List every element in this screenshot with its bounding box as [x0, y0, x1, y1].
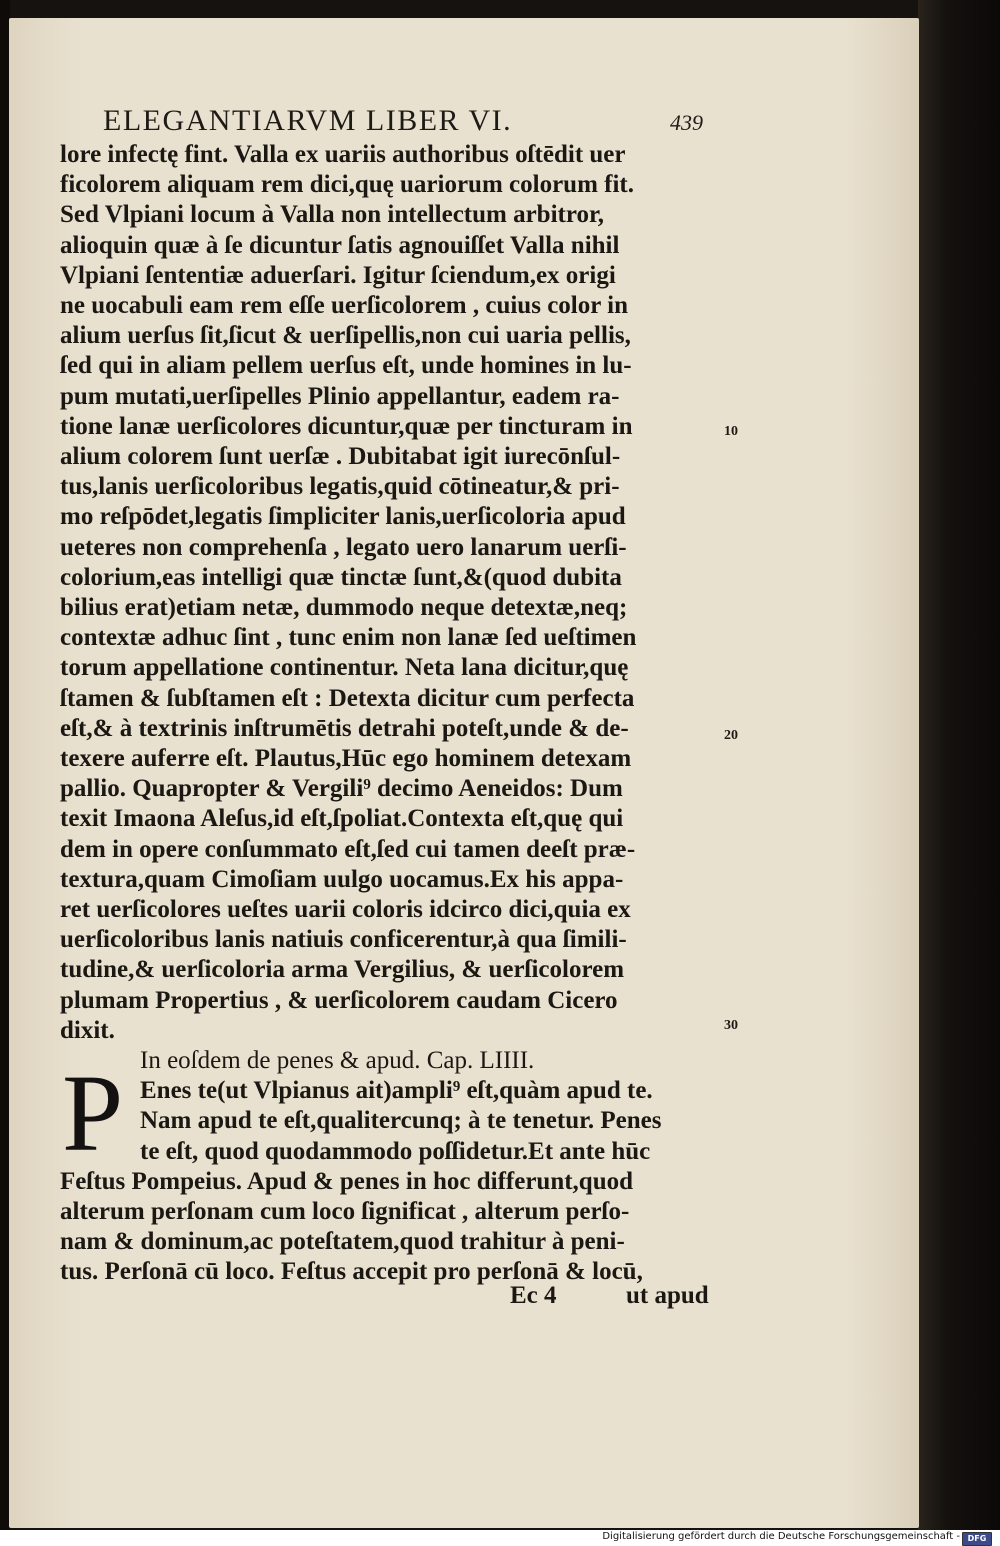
- chapter-heading: In eoſdem de penes & apud. Cap. LIIII.: [140, 1047, 535, 1074]
- catchword: ut apud: [626, 1282, 709, 1309]
- text-line: texere auferre eſt. Plautus,Hūc ego hominem detexam: [60, 745, 632, 772]
- text-line: pallio. Quapropter & Vergili⁹ decimo Aeneidos: Dum: [60, 775, 623, 803]
- text-line: nam & dominum,ac poteſtatem,quod trahitur à peni-: [60, 1228, 625, 1256]
- text-line: lore infectę fint. Valla ex uariis authoribus oſtēdit uer: [60, 141, 626, 168]
- text-line: eſt,& à textrinis inſtrumētis detrahi poteſt,unde & de-: [60, 714, 629, 742]
- text-line: alioquin quæ à ſe dicuntur ſatis agnouiſſet Valla nihil: [60, 231, 620, 259]
- running-header: [103, 104, 703, 140]
- text-line: uerſicoloribus lanis natiuis conficerentur,à qua ſimili-: [60, 926, 627, 954]
- text-line: colorium,eas intelligi quæ tinctæ ſunt,&(quod dubita: [60, 563, 622, 591]
- text-line: plumam Propertius , & uerſicolorem caudam Cicero: [60, 986, 618, 1014]
- text-line: texit Imaona Aleſus,id eſt,ſpoliat.Contexta eſt,quę qui: [60, 805, 624, 833]
- drop-capital: P: [62, 1052, 124, 1174]
- text-line: Enes te(ut Vlpianus ait)ampli⁹ eſt,quàm apud te.: [140, 1077, 653, 1105]
- dfg-logo: DFG: [962, 1532, 992, 1546]
- text-line: mo reſpōdet,legatis ſimpliciter lanis,uerſicoloria apud: [60, 503, 626, 531]
- text-line: alium uerſus ſit,ſicut & uerſipellis,non cui uaria pellis,: [60, 322, 631, 350]
- text-line: textura,quam Cimoſiam uulgo uocamus.Ex his appa-: [60, 865, 624, 893]
- line-number-10: 10: [724, 424, 738, 439]
- text-line: te eſt, quod quodammodo poſſidetur.Et ante hūc: [140, 1137, 651, 1165]
- text-line: pum mutati,uerſipelles Plinio appellantur, eadem ra-: [60, 382, 620, 410]
- text-line: ueteres non comprehenſa , legato uero lanarum uerſi-: [60, 533, 627, 561]
- signature-mark: Ec 4: [510, 1282, 557, 1309]
- text-line: tus,lanis uerſicoloribus legatis,quid cōtineatur,& pri-: [60, 473, 620, 501]
- text-line: contextæ adhuc ſint , tunc enim non lanæ ſed ueſtimen: [60, 624, 637, 652]
- running-title: ELEGANTIARVM LIBER VI.: [103, 104, 513, 137]
- text-line: ſed qui in aliam pellem uerſus eſt, unde homines in lu-: [60, 352, 632, 380]
- text-line: dixit.: [60, 1016, 115, 1044]
- text-line: ret uerſicolores ueſtes uarii coloris idcirco dici,quia ex: [60, 896, 631, 923]
- scan-background-right: [918, 0, 1000, 1530]
- line-number-20: 20: [724, 728, 738, 743]
- text-line: ne uocabuli eam rem eſſe uerſicolorem , cuius color in: [60, 292, 628, 319]
- text-line: ſtamen & ſubſtamen eſt : Detexta dicitur cum perfecta: [60, 684, 635, 712]
- text-line: alium colorem ſunt uerſæ . Dubitabat igit iurecōnſul-: [60, 443, 621, 470]
- line-number-30: 30: [724, 1018, 738, 1033]
- page-number: 439: [670, 110, 703, 135]
- text-line: Feſtus Pompeius. Apud & penes in hoc differunt,quod: [60, 1167, 634, 1195]
- text-line: Sed Vlpiani locum à Valla non intellectum arbitror,: [60, 201, 605, 229]
- text-line: bilius erat)etiam netæ, dummodo neque detextæ,neq;: [60, 594, 628, 621]
- text-line: Vlpiani ſententiæ aduerſari. Igitur ſciendum,ex origi: [60, 261, 616, 289]
- text-line: tus. Perſonā cū loco. Feſtus accepit pro perſonā & locū,: [60, 1258, 643, 1286]
- text-line: tudine,& uerſicoloria arma Vergilius, & uerſicolorem: [60, 956, 625, 984]
- text-line: dem in opere conſummato eſt,ſed cui tamen deeſt præ-: [60, 835, 636, 863]
- text-line: Nam apud te eſt,qualitercunq; à te tenetur. Penes: [140, 1107, 662, 1135]
- text-line: tione lanæ uerſicolores dicuntur,quæ per tincturam in: [60, 412, 633, 440]
- text-line: ficolorem aliquam rem dici,quę uariorum colorum fit.: [60, 171, 634, 199]
- funding-credit: Digitalisierung gefördert durch die Deutsche Forschungsgemeinschaft -: [602, 1531, 960, 1542]
- text-line: alterum perſonam cum loco ſignificat , alterum perſo-: [60, 1198, 630, 1225]
- text-line: torum appellatione continentur. Neta lana dicitur,quę: [60, 654, 629, 682]
